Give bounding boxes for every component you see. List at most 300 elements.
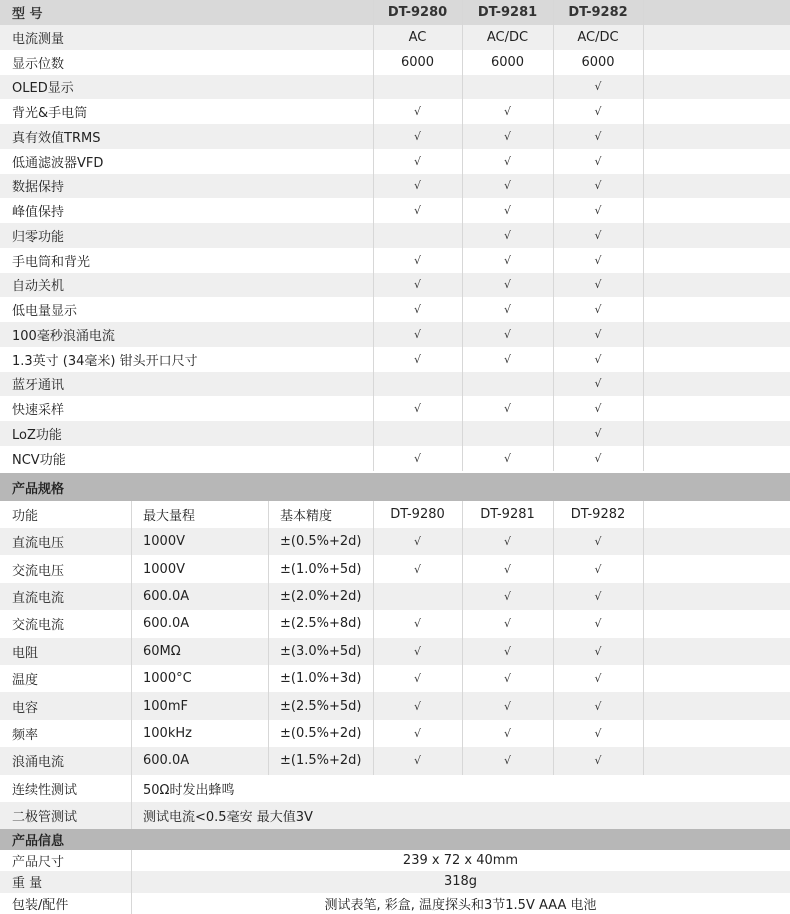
spec-function: 直流电流 bbox=[12, 590, 65, 606]
model-value: √ bbox=[503, 154, 511, 168]
spec-function: 温度 bbox=[12, 673, 39, 689]
column-divider bbox=[643, 665, 644, 692]
column-divider bbox=[131, 555, 132, 582]
model-value: √ bbox=[594, 535, 602, 549]
model-value bbox=[462, 372, 553, 397]
column-divider bbox=[131, 871, 132, 892]
column-divider bbox=[553, 322, 554, 347]
column-divider bbox=[643, 421, 644, 446]
feature-name: 快速采样 bbox=[12, 403, 65, 419]
spec-extra-row bbox=[0, 802, 790, 829]
column-divider bbox=[643, 75, 644, 100]
feature-name: 100毫秒浪涌电流 bbox=[12, 328, 115, 344]
model-value: √ bbox=[413, 352, 421, 366]
column-divider bbox=[268, 692, 269, 719]
feature-name: 背光&手电筒 bbox=[12, 106, 88, 122]
column-divider bbox=[373, 174, 374, 199]
column-divider bbox=[462, 25, 463, 50]
column-divider bbox=[462, 297, 463, 322]
info-label: 重 量 bbox=[12, 876, 43, 892]
spec-range: 1000V bbox=[143, 534, 185, 550]
model-value: AC bbox=[408, 29, 427, 45]
column-divider bbox=[462, 223, 463, 248]
spec-accuracy: ±(2.0%+2d) bbox=[280, 588, 362, 604]
model-value: √ bbox=[503, 327, 511, 341]
model-value: √ bbox=[594, 105, 602, 119]
model-value bbox=[373, 75, 462, 100]
column-divider bbox=[373, 747, 374, 774]
model-value: √ bbox=[503, 105, 511, 119]
column-divider bbox=[643, 610, 644, 637]
column-divider bbox=[462, 50, 463, 75]
feature-name: 手电筒和背光 bbox=[12, 254, 91, 270]
feature-name: 显示位数 bbox=[12, 56, 65, 72]
column-divider bbox=[373, 50, 374, 75]
model-value: √ bbox=[594, 726, 602, 740]
column-divider bbox=[131, 802, 132, 829]
column-divider bbox=[131, 893, 132, 914]
column-divider bbox=[268, 555, 269, 582]
info-label: 产品尺寸 bbox=[12, 855, 65, 871]
column-divider bbox=[373, 223, 374, 248]
feature-name: 自动关机 bbox=[12, 279, 65, 295]
spec-function: 二极管测试 bbox=[12, 810, 78, 825]
feature-row bbox=[0, 25, 790, 50]
model-value: √ bbox=[594, 589, 602, 603]
column-divider bbox=[643, 149, 644, 174]
column-divider bbox=[643, 99, 644, 124]
spec-range: 1000°C bbox=[143, 671, 192, 687]
info-value: 测试表笔, 彩盒, 温度探头和3节1.5V AAA 电池 bbox=[324, 897, 597, 913]
feature-row bbox=[0, 99, 790, 124]
column-divider bbox=[553, 223, 554, 248]
model-value: √ bbox=[503, 179, 511, 193]
column-header: 功能 bbox=[12, 509, 39, 524]
column-divider bbox=[373, 583, 374, 610]
info-value: 318g bbox=[443, 874, 478, 890]
spec-function: 直流电压 bbox=[12, 536, 65, 552]
info-section-header bbox=[0, 829, 790, 850]
model-header: DT-9280 bbox=[387, 5, 448, 20]
column-divider bbox=[131, 638, 132, 665]
spec-function: 交流电流 bbox=[12, 618, 65, 634]
specs-section-header bbox=[0, 473, 790, 501]
spec-range: 1000V bbox=[143, 561, 185, 577]
feature-name: OLED显示 bbox=[12, 81, 74, 97]
column-divider bbox=[373, 347, 374, 372]
column-divider bbox=[643, 25, 644, 50]
column-divider bbox=[373, 396, 374, 421]
model-value: √ bbox=[503, 617, 511, 631]
feature-name: 归零功能 bbox=[12, 229, 65, 245]
model-value: √ bbox=[413, 327, 421, 341]
column-divider bbox=[462, 0, 463, 25]
model-value: √ bbox=[594, 303, 602, 317]
model-value: √ bbox=[413, 278, 421, 292]
column-divider bbox=[462, 692, 463, 719]
column-divider bbox=[373, 248, 374, 273]
column-divider bbox=[553, 347, 554, 372]
spec-accuracy: ±(0.5%+2d) bbox=[280, 534, 362, 550]
feature-row bbox=[0, 421, 790, 446]
spec-function: 连续性测试 bbox=[12, 783, 78, 798]
model-value: √ bbox=[413, 672, 421, 686]
column-divider bbox=[373, 75, 374, 100]
spec-accuracy: ±(1.0%+5d) bbox=[280, 561, 362, 577]
model-value bbox=[373, 372, 462, 397]
spec-range: 100kHz bbox=[143, 725, 192, 741]
column-divider bbox=[643, 446, 644, 471]
model-value: √ bbox=[413, 617, 421, 631]
spec-row bbox=[0, 528, 790, 555]
feature-row bbox=[0, 124, 790, 149]
model-value: √ bbox=[594, 228, 602, 242]
spec-row bbox=[0, 638, 790, 665]
model-value: √ bbox=[413, 179, 421, 193]
column-divider bbox=[643, 583, 644, 610]
section-title: 产品规格 bbox=[12, 481, 65, 497]
spec-function: 交流电压 bbox=[12, 563, 65, 579]
model-value: √ bbox=[594, 562, 602, 576]
model-value: √ bbox=[413, 451, 421, 465]
model-value: √ bbox=[503, 129, 511, 143]
model-value: √ bbox=[413, 562, 421, 576]
column-divider bbox=[643, 528, 644, 555]
spec-row bbox=[0, 555, 790, 582]
column-header: 基本精度 bbox=[280, 509, 333, 524]
spec-row bbox=[0, 665, 790, 692]
model-value: √ bbox=[413, 644, 421, 658]
specs-column-header-row bbox=[0, 501, 790, 528]
model-value: √ bbox=[503, 204, 511, 218]
column-divider bbox=[643, 297, 644, 322]
model-header: DT-9281 bbox=[480, 507, 535, 522]
column-divider bbox=[462, 198, 463, 223]
column-divider bbox=[131, 850, 132, 871]
column-divider bbox=[643, 174, 644, 199]
feature-row bbox=[0, 347, 790, 372]
model-value: √ bbox=[503, 699, 511, 713]
column-divider bbox=[462, 372, 463, 397]
spec-row bbox=[0, 747, 790, 774]
model-value: √ bbox=[413, 754, 421, 768]
model-value bbox=[462, 75, 553, 100]
column-divider bbox=[643, 223, 644, 248]
feature-row bbox=[0, 446, 790, 471]
spec-range: 600.0A bbox=[143, 588, 190, 604]
spec-accuracy: ±(2.5%+8d) bbox=[280, 616, 362, 632]
column-divider bbox=[373, 372, 374, 397]
column-divider bbox=[131, 583, 132, 610]
model-value: √ bbox=[503, 352, 511, 366]
spec-description: 50Ω时发出蜂鸣 bbox=[143, 783, 235, 798]
info-value: 239 x 72 x 40mm bbox=[402, 853, 519, 869]
column-divider bbox=[373, 25, 374, 50]
feature-row bbox=[0, 174, 790, 199]
model-value: √ bbox=[594, 672, 602, 686]
model-value: √ bbox=[503, 589, 511, 603]
column-divider bbox=[643, 50, 644, 75]
info-row bbox=[0, 893, 790, 914]
column-divider bbox=[373, 665, 374, 692]
column-divider bbox=[462, 610, 463, 637]
model-value: √ bbox=[413, 303, 421, 317]
model-header: DT-9282 bbox=[570, 507, 626, 522]
column-divider bbox=[553, 665, 554, 692]
column-divider bbox=[553, 747, 554, 774]
column-divider bbox=[553, 610, 554, 637]
feature-name: NCV功能 bbox=[12, 452, 66, 468]
column-divider bbox=[643, 692, 644, 719]
features-header-row bbox=[0, 0, 790, 25]
column-divider bbox=[553, 421, 554, 446]
model-value: √ bbox=[413, 699, 421, 713]
model-value: √ bbox=[594, 129, 602, 143]
column-divider bbox=[373, 501, 374, 528]
model-value: √ bbox=[503, 253, 511, 267]
column-divider bbox=[553, 149, 554, 174]
column-divider bbox=[462, 747, 463, 774]
model-value: √ bbox=[413, 535, 421, 549]
column-divider bbox=[553, 528, 554, 555]
column-divider bbox=[462, 322, 463, 347]
column-divider bbox=[373, 322, 374, 347]
spec-function: 电容 bbox=[12, 700, 39, 716]
column-divider bbox=[373, 610, 374, 637]
column-divider bbox=[643, 0, 644, 25]
column-divider bbox=[462, 396, 463, 421]
column-divider bbox=[462, 528, 463, 555]
model-value: 6000 bbox=[400, 54, 435, 70]
column-divider bbox=[268, 583, 269, 610]
feature-row bbox=[0, 297, 790, 322]
column-divider bbox=[462, 638, 463, 665]
column-divider bbox=[373, 124, 374, 149]
column-divider bbox=[373, 198, 374, 223]
feature-name: 峰值保持 bbox=[12, 205, 65, 221]
feature-name: 真有效值TRMS bbox=[12, 130, 101, 146]
model-value: √ bbox=[503, 402, 511, 416]
column-divider bbox=[373, 149, 374, 174]
column-divider bbox=[462, 99, 463, 124]
column-divider bbox=[553, 297, 554, 322]
model-value: √ bbox=[503, 754, 511, 768]
column-divider bbox=[131, 665, 132, 692]
feature-row bbox=[0, 248, 790, 273]
feature-name: LoZ功能 bbox=[12, 427, 62, 443]
column-divider bbox=[373, 638, 374, 665]
column-divider bbox=[131, 747, 132, 774]
info-label: 包装/配件 bbox=[12, 897, 69, 913]
model-value: √ bbox=[413, 253, 421, 267]
column-divider bbox=[373, 0, 374, 25]
spec-function: 频率 bbox=[12, 727, 39, 743]
model-value: √ bbox=[413, 105, 421, 119]
model-value: √ bbox=[503, 451, 511, 465]
column-divider bbox=[373, 692, 374, 719]
column-divider bbox=[131, 692, 132, 719]
column-divider bbox=[553, 198, 554, 223]
model-value: √ bbox=[594, 617, 602, 631]
column-divider bbox=[462, 347, 463, 372]
column-divider bbox=[643, 347, 644, 372]
spec-accuracy: ±(1.5%+2d) bbox=[280, 753, 362, 769]
column-divider bbox=[373, 297, 374, 322]
column-divider bbox=[462, 248, 463, 273]
model-value bbox=[373, 421, 462, 446]
model-value: √ bbox=[413, 204, 421, 218]
feature-row bbox=[0, 149, 790, 174]
model-value: √ bbox=[594, 80, 602, 94]
feature-row bbox=[0, 396, 790, 421]
column-divider bbox=[462, 421, 463, 446]
column-divider bbox=[643, 273, 644, 298]
column-divider bbox=[553, 501, 554, 528]
spec-function: 电阻 bbox=[12, 645, 39, 661]
spec-extra-row bbox=[0, 775, 790, 802]
model-value: √ bbox=[594, 154, 602, 168]
column-divider bbox=[553, 99, 554, 124]
column-divider bbox=[373, 421, 374, 446]
model-header: DT-9282 bbox=[568, 5, 628, 20]
model-value: 6000 bbox=[581, 54, 615, 70]
model-value: √ bbox=[503, 726, 511, 740]
column-divider bbox=[553, 446, 554, 471]
column-divider bbox=[268, 665, 269, 692]
feature-row bbox=[0, 223, 790, 248]
column-divider bbox=[553, 248, 554, 273]
column-divider bbox=[553, 124, 554, 149]
spec-accuracy: ±(1.0%+3d) bbox=[280, 671, 362, 687]
column-divider bbox=[553, 50, 554, 75]
spec-row bbox=[0, 720, 790, 747]
column-divider bbox=[643, 555, 644, 582]
spec-accuracy: ±(2.5%+5d) bbox=[280, 698, 362, 714]
feature-row bbox=[0, 75, 790, 100]
column-divider bbox=[553, 0, 554, 25]
column-divider bbox=[643, 638, 644, 665]
feature-row bbox=[0, 50, 790, 75]
column-divider bbox=[268, 501, 269, 528]
model-value bbox=[373, 223, 462, 248]
info-row bbox=[0, 850, 790, 871]
model-value: √ bbox=[413, 726, 421, 740]
column-divider bbox=[373, 720, 374, 747]
column-divider bbox=[553, 273, 554, 298]
column-divider bbox=[373, 555, 374, 582]
column-divider bbox=[462, 583, 463, 610]
spec-range: 600.0A bbox=[143, 753, 190, 769]
column-divider bbox=[553, 396, 554, 421]
column-divider bbox=[131, 610, 132, 637]
feature-row bbox=[0, 273, 790, 298]
column-divider bbox=[462, 75, 463, 100]
model-value: √ bbox=[594, 253, 602, 267]
feature-name: 低电量显示 bbox=[12, 304, 78, 320]
feature-row bbox=[0, 198, 790, 223]
column-divider bbox=[643, 248, 644, 273]
model-value: √ bbox=[503, 303, 511, 317]
feature-name: 蓝牙通讯 bbox=[12, 378, 65, 394]
column-divider bbox=[462, 720, 463, 747]
feature-row bbox=[0, 372, 790, 397]
column-divider bbox=[553, 638, 554, 665]
info-row bbox=[0, 871, 790, 892]
column-divider bbox=[643, 720, 644, 747]
model-value: 6000 bbox=[490, 54, 525, 70]
model-value: √ bbox=[503, 535, 511, 549]
column-divider bbox=[553, 372, 554, 397]
model-value: √ bbox=[594, 402, 602, 416]
column-divider bbox=[131, 501, 132, 528]
column-divider bbox=[462, 149, 463, 174]
model-value: √ bbox=[594, 451, 602, 465]
column-divider bbox=[131, 720, 132, 747]
model-value: AC/DC bbox=[577, 29, 619, 45]
column-divider bbox=[131, 528, 132, 555]
feature-row bbox=[0, 322, 790, 347]
model-value: √ bbox=[594, 377, 602, 391]
model-value: √ bbox=[594, 644, 602, 658]
model-value: √ bbox=[594, 179, 602, 193]
model-header: DT-9280 bbox=[390, 507, 445, 522]
column-divider bbox=[268, 610, 269, 637]
model-value: AC/DC bbox=[486, 29, 529, 45]
column-divider bbox=[268, 528, 269, 555]
spec-accuracy: ±(0.5%+2d) bbox=[280, 725, 362, 741]
spec-accuracy: ±(3.0%+5d) bbox=[280, 643, 362, 659]
column-divider bbox=[462, 174, 463, 199]
model-value: √ bbox=[594, 699, 602, 713]
column-divider bbox=[643, 372, 644, 397]
feature-name: 低通滤波器VFD bbox=[12, 155, 104, 171]
spec-range: 100mF bbox=[143, 698, 188, 714]
spec-row bbox=[0, 692, 790, 719]
spec-range: 600.0A bbox=[143, 616, 190, 632]
column-divider bbox=[553, 692, 554, 719]
column-divider bbox=[553, 174, 554, 199]
column-divider bbox=[553, 720, 554, 747]
column-divider bbox=[462, 273, 463, 298]
column-divider bbox=[643, 396, 644, 421]
model-header: DT-9281 bbox=[477, 5, 538, 20]
column-divider bbox=[553, 25, 554, 50]
column-divider bbox=[268, 720, 269, 747]
column-divider bbox=[462, 124, 463, 149]
model-value: √ bbox=[413, 154, 421, 168]
model-value: √ bbox=[594, 278, 602, 292]
column-divider bbox=[131, 775, 132, 802]
spec-row bbox=[0, 610, 790, 637]
column-divider bbox=[553, 555, 554, 582]
model-value bbox=[462, 421, 553, 446]
model-value: √ bbox=[594, 352, 602, 366]
column-divider bbox=[643, 124, 644, 149]
model-label: 型 号 bbox=[12, 7, 43, 22]
column-divider bbox=[462, 446, 463, 471]
model-value: √ bbox=[594, 754, 602, 768]
column-header: 最大量程 bbox=[143, 509, 196, 524]
column-divider bbox=[462, 665, 463, 692]
column-divider bbox=[268, 638, 269, 665]
column-divider bbox=[462, 555, 463, 582]
column-divider bbox=[553, 75, 554, 100]
model-value: √ bbox=[594, 426, 602, 440]
column-divider bbox=[553, 583, 554, 610]
model-value: √ bbox=[503, 228, 511, 242]
spec-function: 浪涌电流 bbox=[12, 755, 65, 771]
column-divider bbox=[643, 501, 644, 528]
